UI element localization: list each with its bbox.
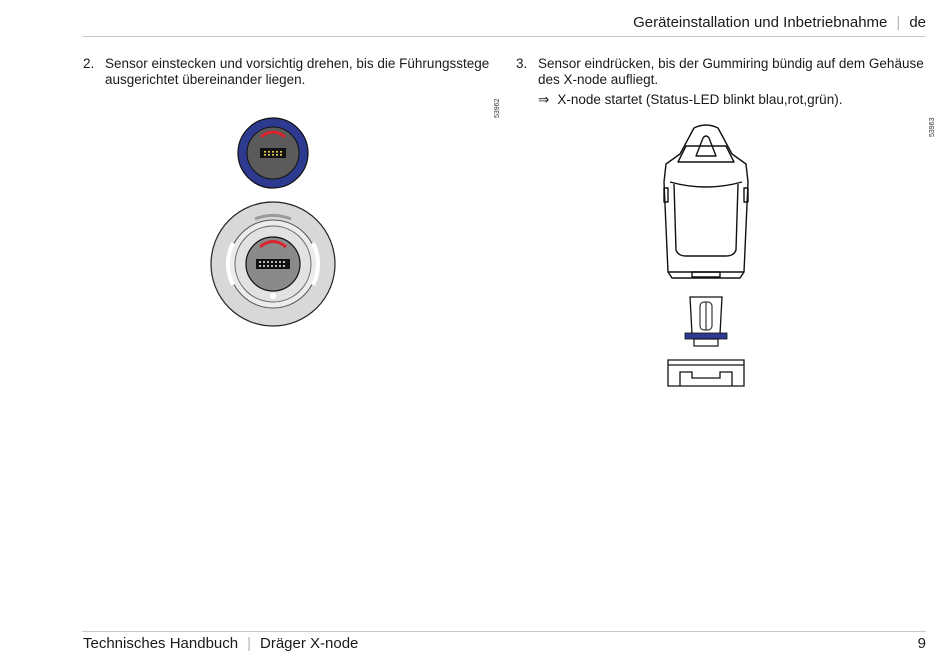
step-text xyxy=(105,56,489,88)
sensor-socket xyxy=(668,360,744,386)
step-number: 3. xyxy=(516,56,528,71)
result-arrow-icon: ⇒ xyxy=(538,92,550,107)
manual-type: Technisches Handbuch xyxy=(83,635,239,652)
figure-id-53962: 53962 xyxy=(494,98,501,118)
figure-id-53963: 53963 xyxy=(929,117,936,137)
gas-sensor xyxy=(685,297,727,346)
sensor-top-view xyxy=(238,118,308,188)
product-name: Dräger X-node xyxy=(260,635,359,652)
step-number: 2. xyxy=(83,56,95,71)
header-separator: | xyxy=(896,14,901,31)
page-header xyxy=(633,14,926,31)
page-number: 9 xyxy=(917,635,926,652)
sensor-insertion-figure xyxy=(203,113,343,333)
header-rule xyxy=(82,36,926,37)
rubber-ring xyxy=(685,333,727,339)
xnode-socket-top-view xyxy=(211,202,335,326)
section-title: Geräteinstallation und Inbetriebnahme xyxy=(633,14,888,31)
language-code: de xyxy=(909,14,926,31)
step-text xyxy=(538,56,924,88)
step-result xyxy=(538,92,842,108)
result-text: X-node startet (Status-LED blinkt blau,rot,grün). xyxy=(557,92,843,107)
step-text-line: Sensor einstecken und vorsichtig drehen, bis die Führungsstege xyxy=(105,56,490,71)
step-text-line: ausgerichtet übereinander liegen. xyxy=(105,72,306,87)
page-footer xyxy=(83,635,358,652)
sensor-press-in-figure xyxy=(656,122,756,392)
step-text-line: des X-node aufliegt. xyxy=(538,72,659,87)
step-text-line: Sensor eindrücken, bis der Gummiring bündig auf dem Gehäuse xyxy=(538,56,924,71)
footer-separator: | xyxy=(247,635,252,652)
footer-rule xyxy=(82,631,926,632)
xnode-housing xyxy=(664,125,748,278)
